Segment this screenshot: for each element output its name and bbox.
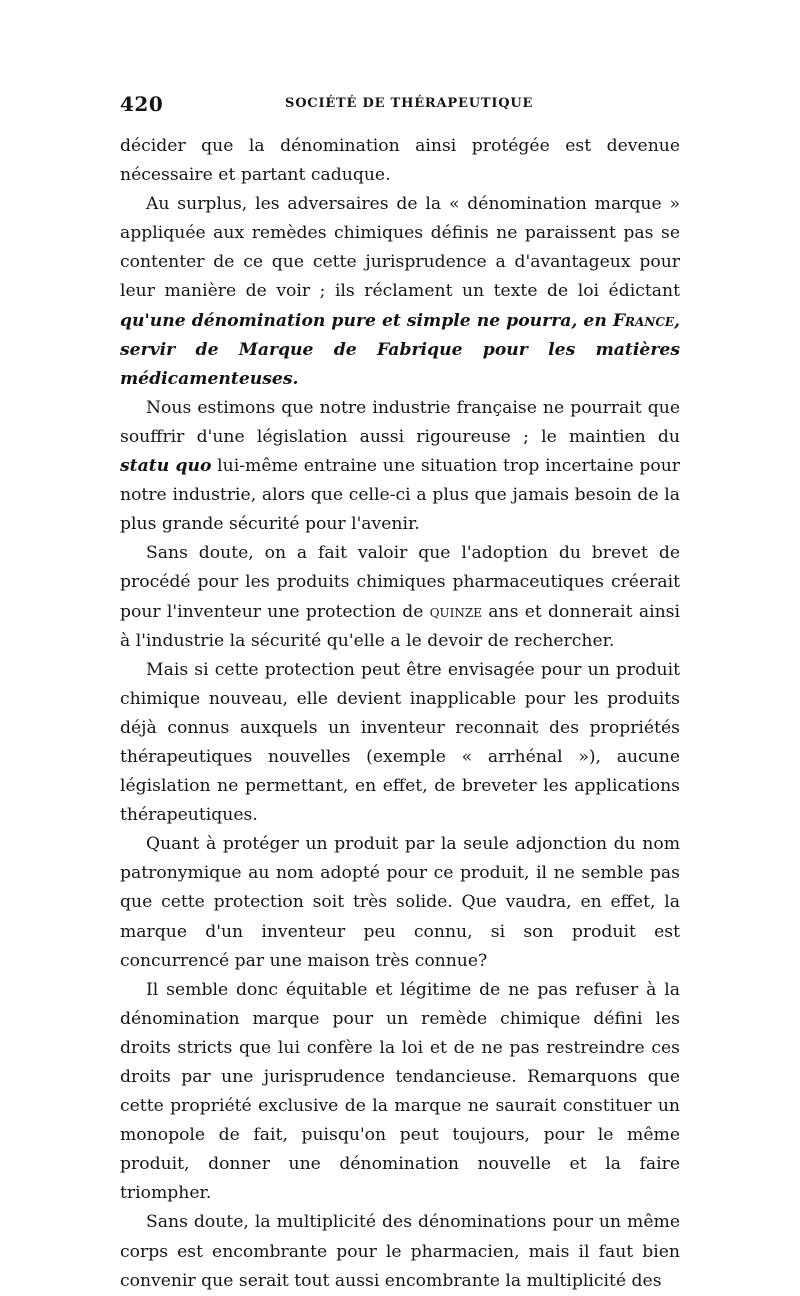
paragraph-2-italic-b: , servir de Marque de Fabrique pour les matières médicamenteuses. [120, 310, 680, 389]
paragraph-2-smallcaps: France [612, 310, 675, 331]
paragraph-5-text: Mais si cette protection peut être envisagée pour un produit chimique nouveau, elle devient inapplicable pour les produits déjà connus auxquels un inventeur reconnait des propriétés thérapeutiques nouvelles (exemple « arrhénal »), aucune législation ne permettant, en effet, de breveter les applications thérapeutiques. [120, 659, 680, 826]
paragraph-6 [120, 830, 680, 975]
running-title: SOCIÉTÉ DE THÉRAPEUTIQUE [285, 96, 534, 111]
book-page [120, 92, 680, 1296]
paragraph-5 [120, 656, 680, 831]
paragraph-4 [120, 539, 680, 655]
paragraph-8 [120, 1208, 680, 1295]
paragraph-2-text-a: Au surplus, les adversaires de la « dénomination marque » appliquée aux remèdes chimiques définis ne paraissent pas se contenter de ce que cette jurisprudence a d'avantageux pour leur manière de voir ; ils réclament un texte de loi édictant [120, 194, 680, 302]
paragraph-8-text: Sans doute, la multiplicité des dénominations pour un même corps est encombrante pour le pharmacien, mais il faut bien convenir que serait tout aussi encombrante la multiplicité des [120, 1212, 680, 1291]
paragraph-3-text-a: Nous estimons que notre industrie française ne pourrait que souffrir d'une législation aussi rigoureuse ; le maintien du [120, 397, 680, 447]
paragraph-2 [120, 190, 680, 394]
paragraph-7-text: Il semble donc équitable et légitime de ne pas refuser à la dénomination marque pour un remède chimique défini les droits stricts que lui confère la loi et de ne pas restreindre ces droits par une jurisprudence tendancieuse. Remarquons que cette propriété exclusive de la marque ne saurait constituer un monopole de fait, puisqu'on peut toujours, pour le même produit, donner une dénomination nouvelle et la faire triompher. [120, 979, 680, 1204]
paragraph-4-smallcaps: quinze [429, 601, 482, 622]
page-number: 420 [120, 92, 164, 116]
paragraph-2-italic-a: qu'une dénomination pure et simple ne pourra, en [120, 310, 613, 331]
paragraph-3-text-b: lui-même entraine une situation trop incertaine pour notre industrie, alors que celle-ci a plus que jamais besoin de la plus grande sécurité pour l'avenir. [120, 456, 681, 535]
paragraph-4-text-b: ans et donnerait ainsi à l'industrie la sécurité qu'elle a le devoir de rechercher. [120, 601, 680, 651]
running-head [120, 92, 680, 132]
paragraph-3 [120, 394, 680, 539]
paragraph-1 [120, 132, 680, 190]
paragraph-1-text: décider que la dénomination ainsi protégée est devenue nécessaire et partant caduque. [120, 136, 680, 186]
body-text [120, 132, 680, 1296]
paragraph-4-text-a: Sans doute, on a fait valoir que l'adoption du brevet de procédé pour les produits chimiques pharmaceutiques créerait pour l'inventeur une protection de [120, 543, 680, 622]
paragraph-6-text: Quant à protéger un produit par la seule adjonction du nom patronymique au nom adopté pour ce produit, il ne semble pas que cette protection soit très solide. Que vaudra, en effet, la marque d'un inventeur peu connu, si son produit est concurrencé par une maison très connue? [120, 834, 680, 971]
paragraph-7 [120, 976, 680, 1209]
paragraph-3-italic: statu quo [120, 456, 212, 477]
